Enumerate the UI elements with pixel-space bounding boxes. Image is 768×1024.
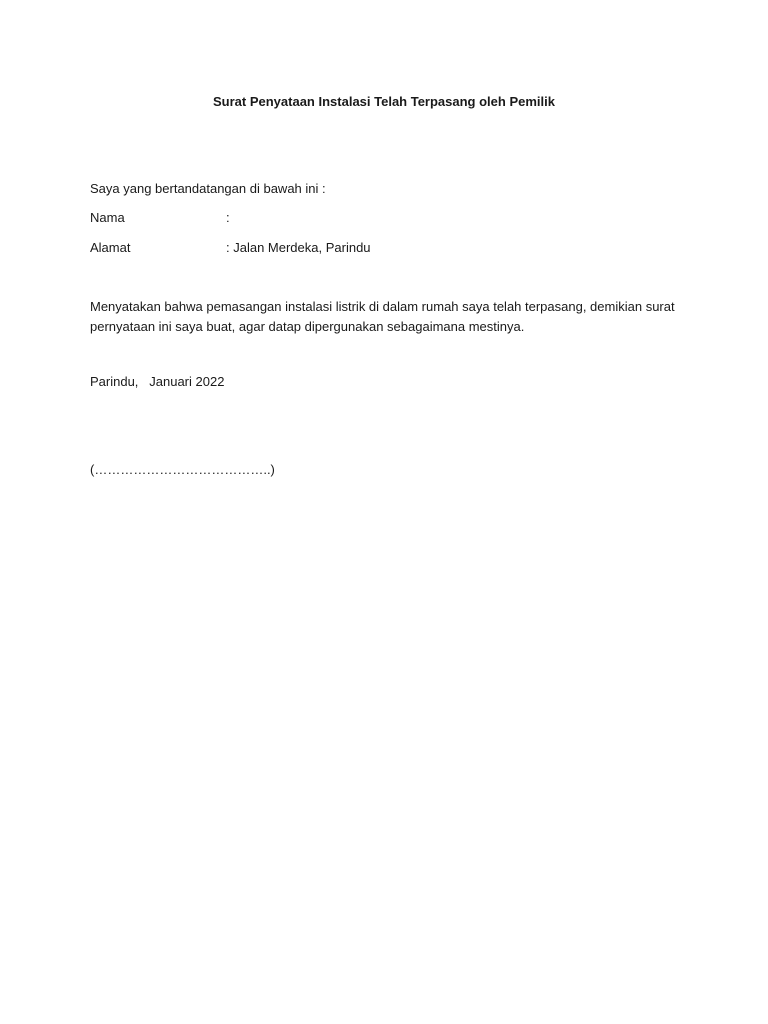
field-label-nama: Nama [90, 210, 125, 225]
field-value-nama: : [226, 210, 230, 225]
intro-text: Saya yang bertandatangan di bawah ini : [90, 181, 326, 196]
signature-line: (…………………………………..) [90, 462, 275, 477]
field-value-alamat: : Jalan Merdeka, Parindu [226, 240, 371, 255]
statement-paragraph: Menyatakan bahwa pemasangan instalasi listrik di dalam rumah saya telah terpasang, demikian surat pernyataan ini saya buat, agar datap dipergunakan sebagaimana mestinya. [90, 299, 675, 334]
document-title: Surat Penyataan Instalasi Telah Terpasang oleh Pemilik [213, 94, 555, 109]
place-date: Parindu, Januari 2022 [90, 374, 225, 389]
field-label-alamat: Alamat [90, 240, 131, 255]
